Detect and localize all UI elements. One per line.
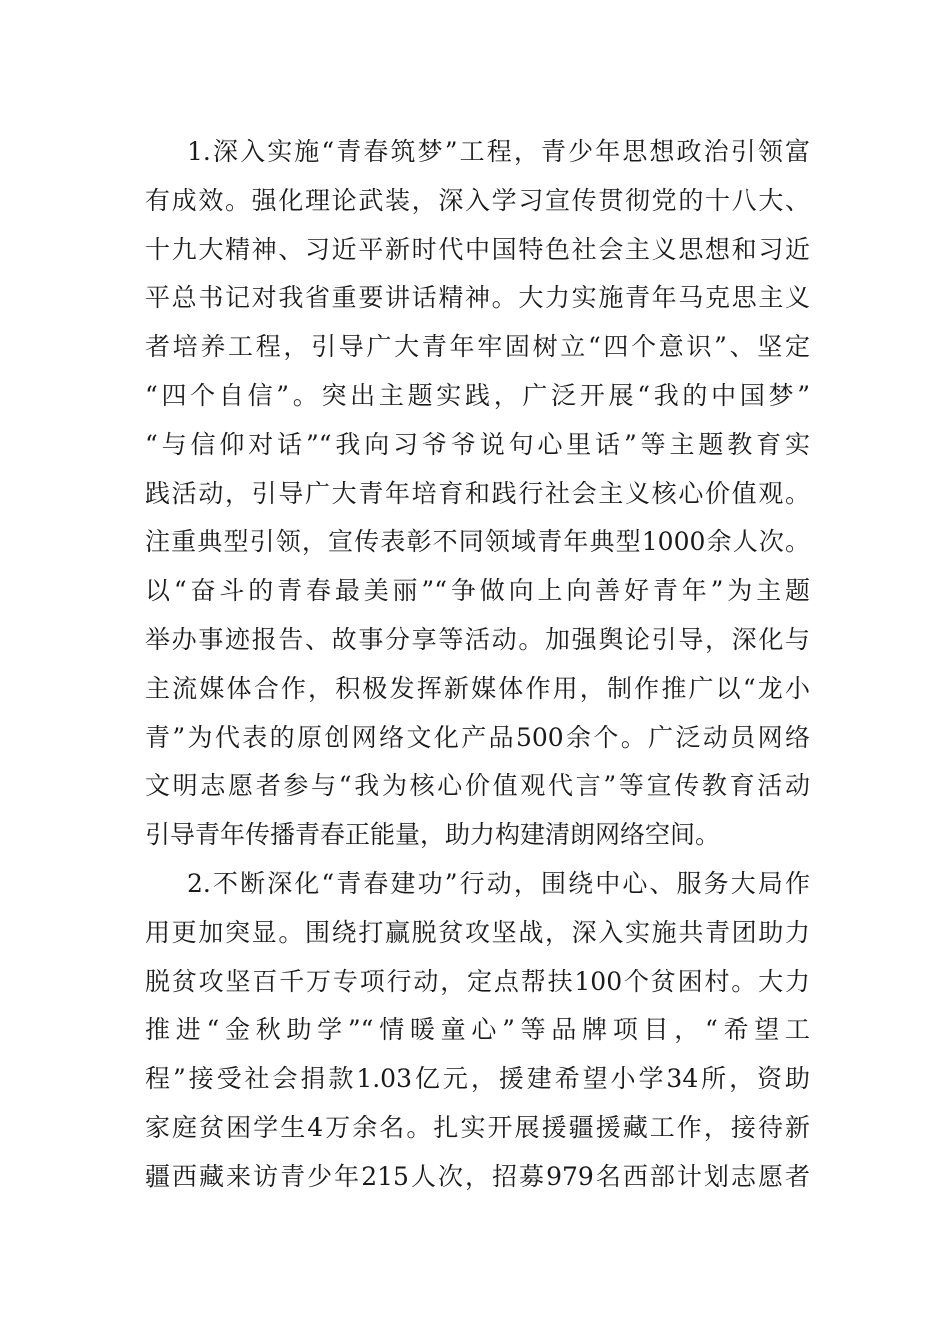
- paragraph-line: “四个自信”。突出主题实践，广泛开展“我的中国梦”: [145, 380, 810, 410]
- paragraph-line: 家庭贫困学生4万余名。扎实开展援疆援藏工作，接待新: [145, 1112, 810, 1142]
- paragraph-line: 践活动，引导广大青年培育和践行社会主义核心价值观。: [145, 478, 810, 508]
- paragraph-line: 注重典型引领，宣传表彰不同领域青年典型1000余人次。: [145, 527, 810, 557]
- paragraph-line: 青”为代表的原创网络文化产品500余个。广泛动员网络: [145, 722, 810, 752]
- paragraph-line: 主流媒体合作，积极发挥新媒体作用，制作推广以“龙小: [145, 673, 810, 703]
- paragraph-line: 以“奋斗的青春最美丽”“争做向上向善好青年”为主题: [145, 576, 810, 606]
- paragraph-line: 脱贫攻坚百千万专项行动，定点帮扶100个贫困村。大力: [145, 966, 810, 996]
- paragraph-line: 有成效。强化理论武装，深入学习宣传贯彻党的十八大、: [145, 185, 810, 215]
- paragraph-line: 举办事迹报告、故事分享等活动。加强舆论引导，深化与: [145, 624, 810, 654]
- paragraph-line: “与信仰对话”“我向习爷爷说句心里话”等主题教育实: [145, 429, 810, 459]
- paragraph-line: 程”接受社会捐款1.03亿元，援建希望小学34所，资助: [145, 1064, 810, 1094]
- paragraph-line: 推进“金秋助学”“情暖童心”等品牌项目，“希望工: [145, 1015, 810, 1045]
- paragraph-2: [145, 860, 810, 1202]
- paragraph-line: 用更加突显。围绕打赢脱贫攻坚战，深入实施共青团助力: [145, 917, 810, 947]
- paragraph-line: 者培养工程，引导广大青年牢固树立“四个意识”、坚定: [145, 332, 810, 362]
- paragraph-1: [145, 128, 810, 860]
- paragraph-line: 文明志愿者参与“我为核心价值观代言”等宣传教育活动: [145, 771, 810, 801]
- paragraph-line: 1.深入实施“青春筑梦”工程，青少年思想政治引领富: [187, 137, 810, 166]
- document-body: [145, 128, 810, 1202]
- paragraph-line: 十九大精神、习近平新时代中国特色社会主义思想和习近: [145, 234, 810, 264]
- paragraph-line: 疆西藏来访青少年215人次，招募979名西部计划志愿者: [145, 1161, 810, 1191]
- paragraph-line: 平总书记对我省重要讲话精神。大力实施青年马克思主义: [145, 283, 810, 313]
- paragraph-line: 引导青年传播青春正能量，助力构建清朗网络空间。: [145, 820, 721, 850]
- paragraph-line: 2.不断深化“青春建功”行动，围绕中心、服务大局作: [187, 868, 810, 898]
